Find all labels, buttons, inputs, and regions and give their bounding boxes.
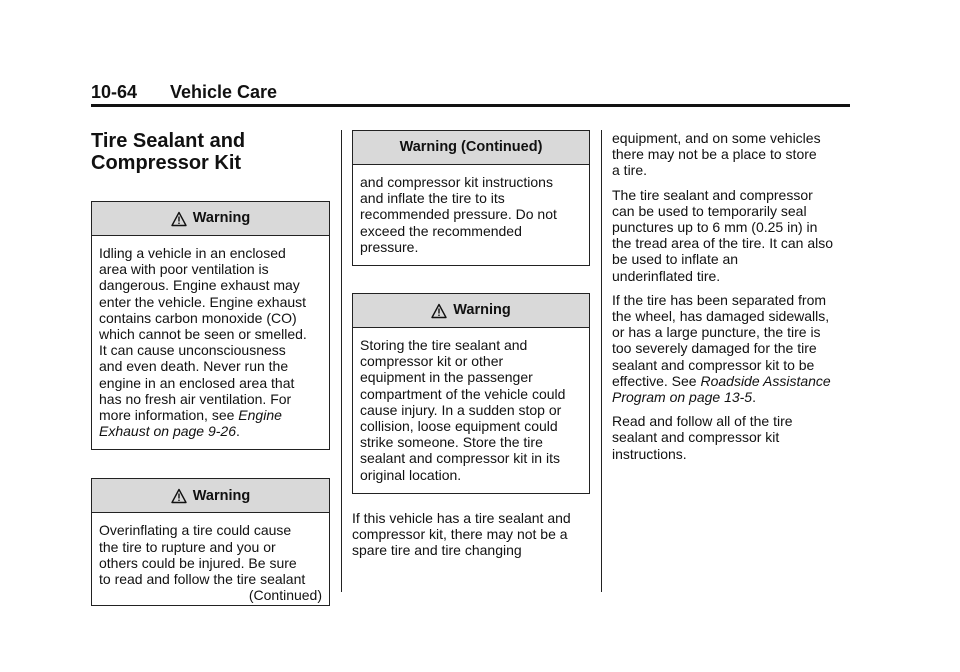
paragraph-line: or has a large puncture, the tire is — [612, 324, 821, 341]
paragraph-line: Read and follow all of the tire — [612, 413, 793, 430]
cross-reference-link[interactable]: Exhaust on page 9-26 — [99, 423, 236, 440]
page-title: Tire Sealant and Compressor Kit — [91, 130, 246, 174]
column-3 — [612, 130, 852, 470]
paragraph-line: can be used to temporarily seal — [612, 202, 807, 219]
body-paragraph — [612, 130, 852, 179]
body-paragraph — [612, 292, 852, 405]
column-1 — [91, 130, 330, 606]
warning-icon — [171, 211, 187, 227]
warning-line: others could be injured. Be sure — [99, 554, 297, 571]
warning-line — [99, 407, 322, 423]
paragraph-line: underinflated tire. — [612, 267, 721, 284]
body-paragraph — [612, 187, 852, 284]
warning-line: pressure. — [360, 238, 419, 255]
paragraph-line: the tread area of the tire. It can also — [612, 235, 834, 252]
warning-box-exhaust — [91, 201, 330, 450]
paragraph-line: the wheel, has damaged sidewalls, — [612, 308, 830, 325]
cross-reference-link[interactable]: Program on page 13-5 — [612, 389, 753, 406]
warning-title: Warning — [192, 210, 251, 227]
warning-body — [92, 236, 329, 449]
warning-header — [92, 479, 329, 513]
warning-line: dangerous. Engine exhaust may — [99, 277, 300, 294]
paragraph-line: there may not be a place to store — [612, 146, 817, 163]
warning-line: and inflate the tire to its — [360, 190, 505, 207]
warning-line: strike someone. Store the tire — [360, 434, 543, 451]
column-divider-1 — [341, 130, 342, 592]
warning-line: compressor kit or other — [360, 353, 504, 370]
warning-line: cause injury. In a sudden stop or — [360, 401, 562, 418]
warning-line: It can cause unconsciousness — [99, 342, 286, 359]
body-paragraph — [612, 413, 852, 462]
warning-box-continued — [352, 130, 590, 266]
paragraph-line: punctures up to 6 mm (0.25 in) in — [612, 219, 818, 236]
warning-title: Warning (Continued) — [399, 139, 543, 156]
paragraph-line: sealant and compressor kit to be — [612, 356, 815, 373]
warning-header — [92, 202, 329, 236]
continued-label: (Continued) — [248, 587, 322, 604]
page-header — [91, 82, 850, 108]
body-paragraph — [352, 510, 590, 559]
warning-line: and compressor kit instructions — [360, 174, 553, 190]
warning-line: Storing the tire sealant and — [360, 337, 528, 354]
warning-icon — [171, 488, 187, 504]
warning-box-overinflate — [91, 478, 330, 606]
paragraph-line: compressor kit, there may not be a — [352, 526, 568, 543]
warning-line: which cannot be seen or smelled. — [99, 326, 307, 343]
warning-header — [353, 294, 589, 328]
warning-line: compartment of the vehicle could — [360, 385, 566, 402]
warning-header — [353, 131, 589, 165]
warning-title: Warning — [453, 302, 511, 319]
paragraph-line — [612, 373, 852, 389]
warning-box-storage — [352, 293, 590, 494]
column-2 — [352, 130, 590, 566]
warning-line: engine in an enclosed area that — [99, 374, 295, 391]
paragraph-line: be used to inflate an — [612, 251, 739, 268]
header-rule — [91, 104, 850, 107]
warning-line: contains carbon monoxide (CO) — [99, 309, 297, 326]
text-run: effective. See — [612, 372, 701, 389]
warning-line: collision, loose equipment could — [360, 418, 558, 435]
warning-line: has no fresh air ventilation. For — [99, 390, 292, 407]
warning-line: equipment in the passenger — [360, 369, 533, 386]
text-run: more information, see — [99, 407, 239, 424]
warning-line: Idling a vehicle in an enclosed — [99, 245, 286, 261]
warning-line — [99, 423, 322, 439]
paragraph-line: The tire sealant and compressor — [612, 186, 813, 203]
paragraph-line: If this vehicle has a tire sealant and — [352, 509, 571, 526]
paragraph-line: If the tire has been separated from — [612, 291, 827, 308]
page-number: 10-64 — [91, 82, 138, 102]
cross-reference-link[interactable]: Roadside Assistance — [700, 372, 831, 389]
warning-line: recommended pressure. Do not — [360, 206, 557, 223]
paragraph-line: equipment, and on some vehicles — [612, 130, 821, 146]
text-run: . — [236, 423, 240, 440]
warning-body — [353, 165, 589, 265]
paragraph-line: sealant and compressor kit — [612, 429, 780, 446]
paragraph-line: instructions. — [612, 445, 687, 462]
warning-icon — [431, 303, 447, 319]
paragraph-line: spare tire and tire changing — [352, 542, 522, 559]
warning-line: enter the vehicle. Engine exhaust — [99, 293, 307, 310]
paragraph-line — [612, 389, 852, 405]
column-divider-2 — [601, 130, 602, 592]
warning-line: and even death. Never run the — [99, 358, 289, 375]
warning-title: Warning — [192, 487, 251, 504]
section-title: Vehicle Care — [170, 82, 278, 102]
warning-line: the tire to rupture and you or — [99, 538, 276, 555]
warning-line: sealant and compressor kit in its — [360, 450, 560, 467]
paragraph-line: too severely damaged for the tire — [612, 340, 817, 357]
warning-body — [353, 328, 589, 493]
warning-line: to read and follow the tire sealant — [99, 571, 306, 588]
warning-line: original location. — [360, 466, 462, 483]
warning-line: exceed the recommended — [360, 222, 522, 239]
paragraph-line: a tire. — [612, 162, 648, 179]
cross-reference-link[interactable]: Engine — [238, 407, 282, 424]
warning-body — [92, 513, 329, 605]
text-run: . — [752, 389, 756, 406]
warning-line: area with poor ventilation is — [99, 261, 269, 278]
warning-line: Overinflating a tire could cause — [99, 522, 292, 539]
